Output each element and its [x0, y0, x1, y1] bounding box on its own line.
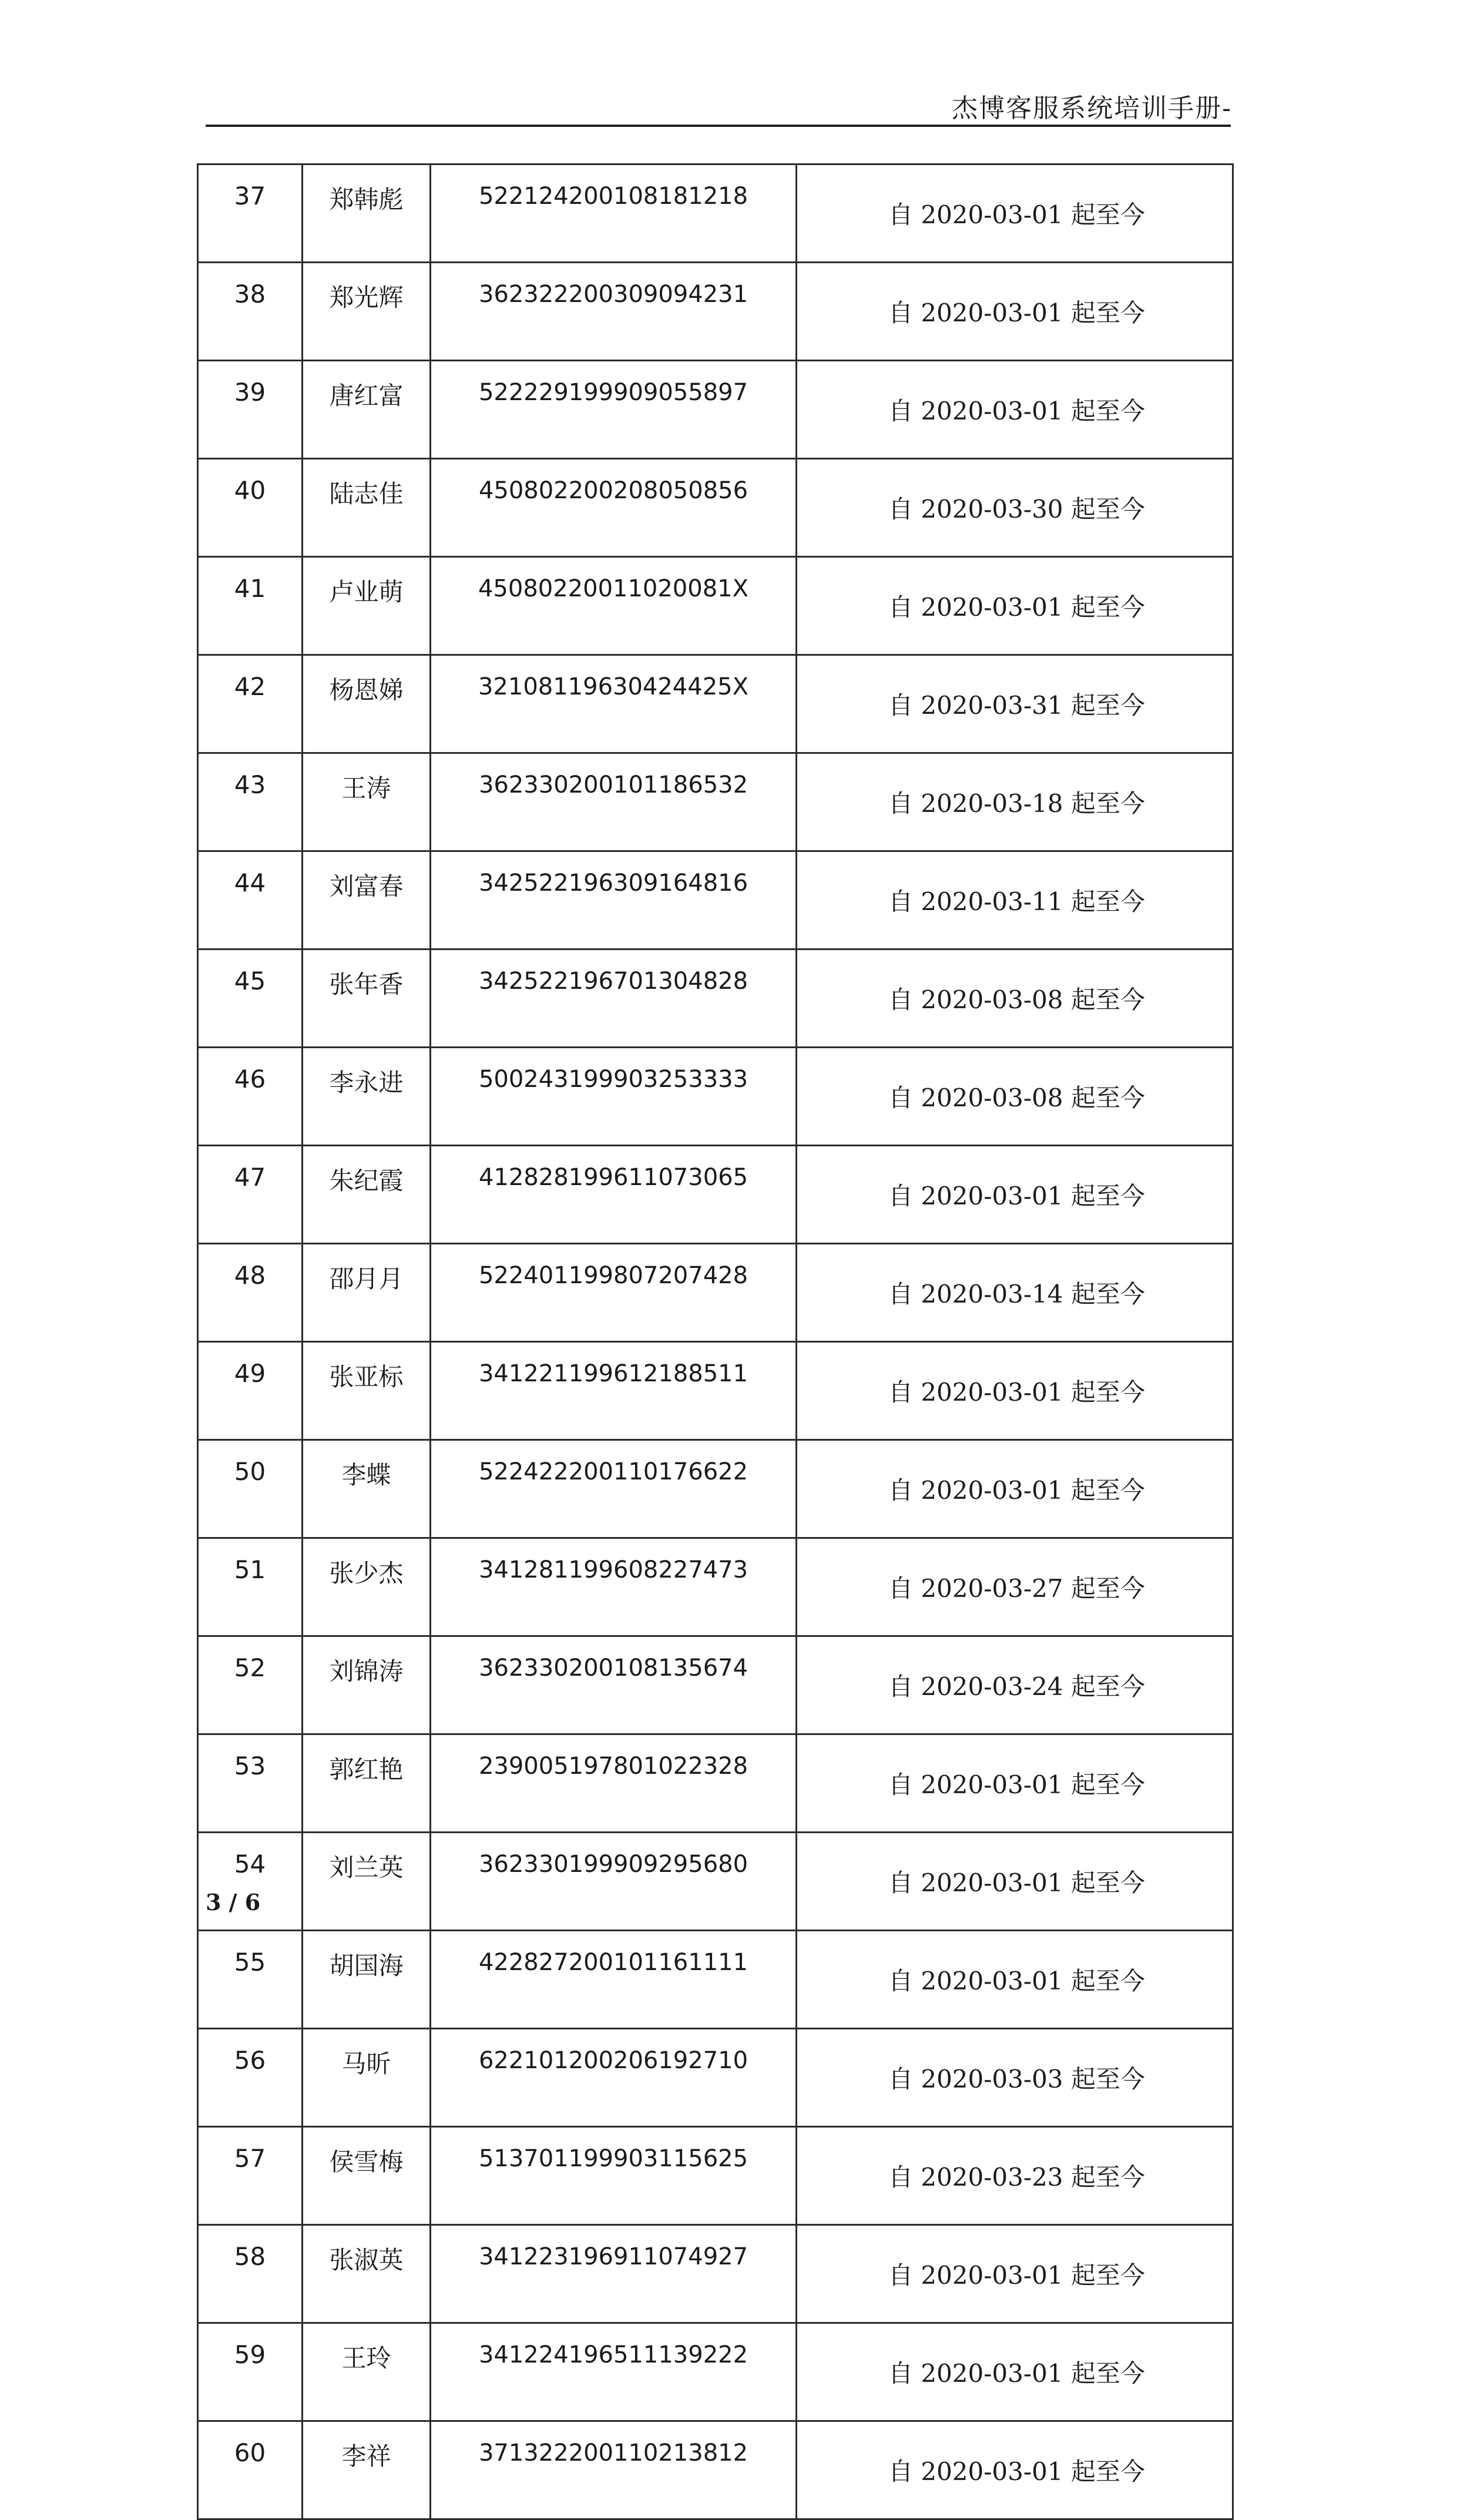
page-number: 3 / 6 [206, 1889, 261, 1915]
row-number-cell: 56 [198, 2029, 303, 2127]
id-number-cell: 522422200110176622 [431, 1440, 797, 1538]
id-number-cell: 341221199612188511 [431, 1342, 797, 1440]
id-number-cell: 342522196309164816 [431, 851, 797, 949]
id-number-cell: 341281199608227473 [431, 1538, 797, 1636]
id-number-cell: 362322200309094231 [431, 263, 797, 361]
period-cell: 自 2020-03-01 起至今 [797, 1833, 1233, 1931]
row-number-cell: 47 [198, 1146, 303, 1244]
period-cell: 自 2020-03-01 起至今 [797, 1931, 1233, 2029]
table-row [198, 753, 1233, 851]
table-row [198, 1048, 1233, 1146]
row-number-cell: 43 [198, 753, 303, 851]
name-cell: 杨恩娣 [303, 655, 431, 753]
name-cell: 刘兰英 [303, 1833, 431, 1931]
table-row [198, 949, 1233, 1048]
id-number-cell: 522229199909055897 [431, 361, 797, 459]
period-cell: 自 2020-03-01 起至今 [797, 361, 1233, 459]
name-cell: 张亚标 [303, 1342, 431, 1440]
table-row [198, 2127, 1233, 2225]
row-number-cell: 53 [198, 1734, 303, 1833]
table-row [198, 2323, 1233, 2421]
row-number-cell: 52 [198, 1636, 303, 1734]
id-number-cell: 362330200108135674 [431, 1636, 797, 1734]
row-number-cell: 54 [198, 1833, 303, 1931]
id-number-cell: 362330199909295680 [431, 1833, 797, 1931]
id-number-cell: 362330200101186532 [431, 753, 797, 851]
row-number-cell: 59 [198, 2323, 303, 2421]
name-cell: 邵月月 [303, 1244, 431, 1342]
name-cell: 李永进 [303, 1048, 431, 1146]
row-number-cell: 60 [198, 2421, 303, 2519]
table-row [198, 2225, 1233, 2323]
table-row [198, 557, 1233, 655]
row-number-cell: 50 [198, 1440, 303, 1538]
table-row [198, 655, 1233, 753]
table-row [198, 2421, 1233, 2519]
table-row [198, 361, 1233, 459]
employee-table [197, 163, 1234, 2520]
period-cell: 自 2020-03-01 起至今 [797, 1342, 1233, 1440]
period-cell: 自 2020-03-14 起至今 [797, 1244, 1233, 1342]
name-cell: 李蝶 [303, 1440, 431, 1538]
period-cell: 自 2020-03-01 起至今 [797, 263, 1233, 361]
row-number-cell: 41 [198, 557, 303, 655]
row-number-cell: 44 [198, 851, 303, 949]
name-cell: 张淑英 [303, 2225, 431, 2323]
id-number-cell: 513701199903115625 [431, 2127, 797, 2225]
table-row [198, 1244, 1233, 1342]
id-number-cell: 500243199903253333 [431, 1048, 797, 1146]
name-cell: 郑光辉 [303, 263, 431, 361]
period-cell: 自 2020-03-27 起至今 [797, 1538, 1233, 1636]
name-cell: 王玲 [303, 2323, 431, 2421]
row-number-cell: 57 [198, 2127, 303, 2225]
period-cell: 自 2020-03-11 起至今 [797, 851, 1233, 949]
name-cell: 陆志佳 [303, 459, 431, 557]
row-number-cell: 55 [198, 1931, 303, 2029]
name-cell: 张少杰 [303, 1538, 431, 1636]
period-cell: 自 2020-03-01 起至今 [797, 1734, 1233, 1833]
period-cell: 自 2020-03-23 起至今 [797, 2127, 1233, 2225]
name-cell: 刘富春 [303, 851, 431, 949]
row-number-cell: 46 [198, 1048, 303, 1146]
name-cell: 刘锦涛 [303, 1636, 431, 1734]
row-number-cell: 39 [198, 361, 303, 459]
name-cell: 卢业萌 [303, 557, 431, 655]
period-cell: 自 2020-03-01 起至今 [797, 557, 1233, 655]
row-number-cell: 49 [198, 1342, 303, 1440]
table-row [198, 2029, 1233, 2127]
row-number-cell: 58 [198, 2225, 303, 2323]
id-number-cell: 45080220011020081X [431, 557, 797, 655]
period-cell: 自 2020-03-30 起至今 [797, 459, 1233, 557]
period-cell: 自 2020-03-01 起至今 [797, 1146, 1233, 1244]
page-header-title: 杰博客服系统培训手册- [952, 93, 1232, 123]
table-row [198, 1833, 1233, 1931]
period-cell: 自 2020-03-24 起至今 [797, 1636, 1233, 1734]
table-row [198, 851, 1233, 949]
period-cell: 自 2020-03-18 起至今 [797, 753, 1233, 851]
period-cell: 自 2020-03-01 起至今 [797, 2421, 1233, 2519]
period-cell: 自 2020-03-01 起至今 [797, 165, 1233, 263]
row-number-cell: 37 [198, 165, 303, 263]
id-number-cell: 622101200206192710 [431, 2029, 797, 2127]
id-number-cell: 341224196511139222 [431, 2323, 797, 2421]
table-row [198, 459, 1233, 557]
table-row [198, 1342, 1233, 1440]
id-number-cell: 412828199611073065 [431, 1146, 797, 1244]
id-number-cell: 522401199807207428 [431, 1244, 797, 1342]
period-cell: 自 2020-03-31 起至今 [797, 655, 1233, 753]
id-number-cell: 239005197801022328 [431, 1734, 797, 1833]
row-number-cell: 48 [198, 1244, 303, 1342]
period-cell: 自 2020-03-03 起至今 [797, 2029, 1233, 2127]
name-cell: 李祥 [303, 2421, 431, 2519]
id-number-cell: 341223196911074927 [431, 2225, 797, 2323]
id-number-cell: 32108119630424425X [431, 655, 797, 753]
table-row [198, 1636, 1233, 1734]
row-number-cell: 40 [198, 459, 303, 557]
row-number-cell: 38 [198, 263, 303, 361]
row-number-cell: 51 [198, 1538, 303, 1636]
name-cell: 郭红艳 [303, 1734, 431, 1833]
name-cell: 郑韩彪 [303, 165, 431, 263]
name-cell: 王涛 [303, 753, 431, 851]
id-number-cell: 371322200110213812 [431, 2421, 797, 2519]
table-row [198, 1146, 1233, 1244]
period-cell: 自 2020-03-08 起至今 [797, 949, 1233, 1048]
name-cell: 马昕 [303, 2029, 431, 2127]
table-row [198, 1931, 1233, 2029]
id-number-cell: 522124200108181218 [431, 165, 797, 263]
name-cell: 朱纪霞 [303, 1146, 431, 1244]
id-number-cell: 342522196701304828 [431, 949, 797, 1048]
employee-table-body [198, 165, 1233, 2519]
row-number-cell: 42 [198, 655, 303, 753]
table-row [198, 1734, 1233, 1833]
table-row [198, 1440, 1233, 1538]
table-row [198, 165, 1233, 263]
name-cell: 张年香 [303, 949, 431, 1048]
name-cell: 侯雪梅 [303, 2127, 431, 2225]
table-row [198, 263, 1233, 361]
period-cell: 自 2020-03-01 起至今 [797, 1440, 1233, 1538]
period-cell: 自 2020-03-08 起至今 [797, 1048, 1233, 1146]
id-number-cell: 422827200101161111 [431, 1931, 797, 2029]
name-cell: 胡国海 [303, 1931, 431, 2029]
name-cell: 唐红富 [303, 361, 431, 459]
period-cell: 自 2020-03-01 起至今 [797, 2225, 1233, 2323]
header-divider [206, 125, 1231, 127]
period-cell: 自 2020-03-01 起至今 [797, 2323, 1233, 2421]
table-row [198, 1538, 1233, 1636]
row-number-cell: 45 [198, 949, 303, 1048]
id-number-cell: 450802200208050856 [431, 459, 797, 557]
